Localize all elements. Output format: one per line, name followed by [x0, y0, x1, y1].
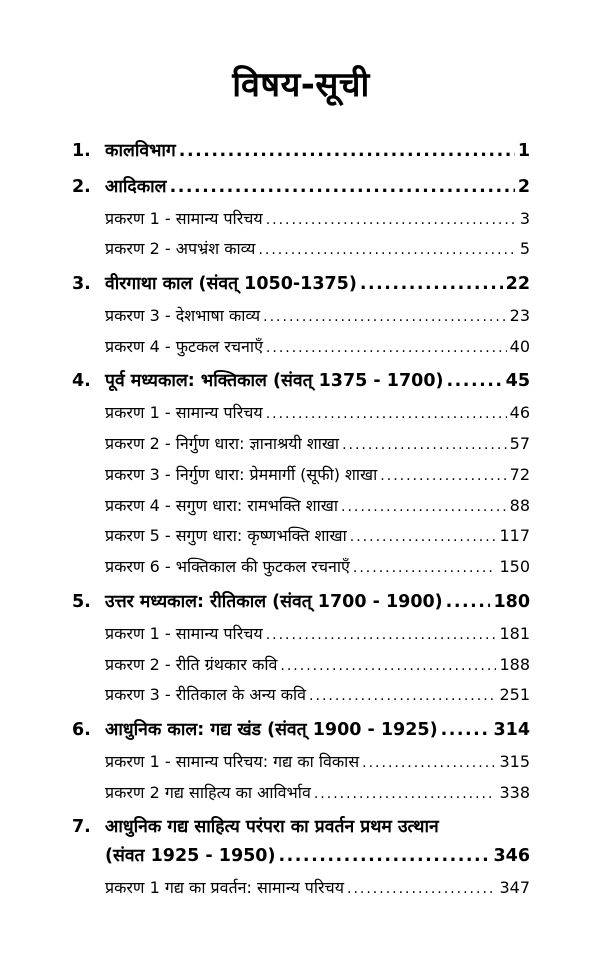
- entry-number: 5.: [72, 591, 91, 612]
- entry-page-number: 346: [493, 846, 530, 867]
- entry-page-number: 40: [509, 336, 530, 356]
- entry-page-number: 3: [519, 208, 530, 228]
- dot-leader: [380, 467, 506, 485]
- dot-leader: [266, 339, 507, 357]
- toc-subentry: [72, 526, 530, 547]
- entry-page-number: 188: [499, 654, 530, 674]
- entry-page-number: 315: [499, 751, 530, 771]
- dot-leader: [278, 845, 490, 868]
- dot-leader: [341, 498, 507, 516]
- toc-subentry: [72, 403, 530, 424]
- toc-subentry: [72, 337, 530, 358]
- entry-page-number: 314: [493, 720, 530, 741]
- dot-leader: [350, 528, 497, 546]
- dot-leader: [263, 308, 506, 326]
- toc-subentry: [72, 624, 530, 645]
- toc-subentry: [72, 752, 530, 773]
- toc-subentry: [72, 306, 530, 327]
- entry-label: कालविभाग: [105, 141, 176, 161]
- toc-subentry: [72, 878, 530, 899]
- entry-label: प्रकरण 4 - सगुण धारा: रामभक्ति शाखा: [105, 495, 339, 515]
- dot-leader: [280, 657, 496, 675]
- entry-page-number: 117: [499, 526, 530, 546]
- entry-label: आधुनिक गद्य साहित्य परंपरा का प्रवर्तन प्रथम उत्थान: [105, 817, 439, 838]
- entry-page-number: 46: [509, 403, 530, 423]
- entry-label: प्रकरण 3 - देशभाषा काव्य: [105, 305, 261, 325]
- entry-number: 3.: [72, 274, 91, 295]
- dot-leader: [314, 785, 497, 803]
- entry-label: प्रकरण 2 - निर्गुण धारा: ज्ञानाश्रयी शाखा: [105, 433, 340, 453]
- dot-leader: [353, 559, 497, 577]
- toc-subentry: [72, 685, 530, 706]
- toc-list: [72, 140, 530, 899]
- dot-leader: [360, 273, 503, 296]
- dot-leader: [266, 405, 507, 423]
- toc-entry: [72, 176, 530, 199]
- entry-label: प्रकरण 1 - सामान्य परिचय: [105, 208, 263, 228]
- dot-leader: [266, 211, 517, 229]
- toc-entry: [72, 370, 530, 393]
- entry-label: प्रकरण 2 - अपभ्रंश काव्य: [105, 239, 256, 259]
- entry-page-number: 181: [499, 623, 530, 643]
- entry-page-number: 2: [517, 176, 530, 197]
- dot-leader: [446, 591, 491, 614]
- dot-leader: [266, 626, 497, 644]
- entry-label: आदिकाल: [105, 176, 167, 197]
- toc-subentry: [72, 783, 530, 804]
- toc-subentry: [72, 465, 530, 486]
- entry-label: प्रकरण 5 - सगुण धारा: कृष्णभक्ति शाखा: [105, 526, 347, 546]
- entry-page-number: 338: [499, 782, 530, 802]
- entry-label: प्रकरण 2 - रीति ग्रंथकार कवि: [105, 654, 278, 674]
- entry-label: उत्तर मध्यकाल: रीतिकाल (संवत् 1700 - 1900): [105, 591, 443, 612]
- dot-leader: [441, 719, 491, 742]
- page-title: विषय-सूची: [232, 65, 370, 105]
- entry-page-number: 251: [499, 685, 530, 705]
- dot-leader: [258, 241, 516, 259]
- toc-entry: [72, 140, 530, 163]
- entry-label: प्रकरण 4 - फुटकल रचनाएँ: [105, 336, 263, 356]
- toc-subentry: [72, 496, 530, 517]
- entry-page-number: 180: [493, 591, 530, 612]
- dot-leader: [179, 140, 515, 163]
- dot-leader: [170, 176, 515, 199]
- entry-label: प्रकरण 1 - सामान्य परिचय: [105, 403, 263, 423]
- entry-label: पूर्व मध्यकाल: भक्तिकाल (संवत् 1375 - 1700): [105, 371, 444, 392]
- entry-label: वीरगाथा काल (संवत् 1050-1375): [105, 274, 357, 295]
- entry-number: 4.: [72, 371, 91, 392]
- entry-number: 1.: [72, 141, 91, 161]
- toc-entry-continuation: [72, 845, 530, 868]
- toc-entry: [72, 719, 530, 742]
- dot-leader: [342, 436, 507, 454]
- dot-leader: [347, 880, 496, 898]
- toc-subentry: [72, 557, 530, 578]
- entry-label: प्रकरण 6 - भक्तिकाल की फुटकल रचनाएँ: [105, 557, 350, 577]
- entry-label: प्रकरण 1 - सामान्य परिचय: [105, 623, 263, 643]
- entry-number: 2.: [72, 176, 91, 197]
- entry-label: प्रकरण 1 - सामान्य परिचय: गद्य का विकास: [105, 751, 360, 771]
- toc-subentry: [72, 239, 530, 260]
- dot-leader: [447, 370, 503, 393]
- toc-entry: [72, 816, 530, 839]
- dot-leader: [309, 687, 496, 705]
- entry-page-number: 1: [517, 141, 530, 161]
- entry-number: 6.: [72, 720, 91, 741]
- toc-subentry: [72, 434, 530, 455]
- entry-page-number: 23: [509, 305, 530, 325]
- entry-number: 7.: [72, 817, 91, 838]
- entry-page-number: 57: [509, 433, 530, 453]
- entry-label: (संवत 1925 - 1950): [105, 846, 276, 867]
- entry-page-number: 347: [499, 877, 530, 897]
- toc-entry: [72, 591, 530, 614]
- toc-entry: [72, 273, 530, 296]
- toc-subentry: [72, 655, 530, 676]
- entry-label: आधुनिक काल: गद्य खंड (संवत् 1900 - 1925): [105, 720, 438, 741]
- entry-page-number: 88: [509, 495, 530, 515]
- entry-label: प्रकरण 2 गद्य साहित्य का आविर्भाव: [105, 782, 311, 802]
- entry-page-number: 72: [509, 464, 530, 484]
- toc-subentry: [72, 209, 530, 230]
- entry-label: प्रकरण 3 - रीतिकाल के अन्य कवि: [105, 685, 307, 705]
- entry-page-number: 5: [519, 239, 530, 259]
- entry-page-number: 150: [499, 557, 530, 577]
- dot-leader: [362, 754, 496, 772]
- entry-page-number: 45: [505, 371, 530, 392]
- entry-page-number: 22: [505, 274, 530, 295]
- entry-label: प्रकरण 3 - निर्गुण धारा: प्रेममार्गी (सूफी) शाखा: [105, 464, 378, 484]
- entry-label: प्रकरण 1 गद्य का प्रवर्तन: सामान्य परिचय: [105, 877, 344, 897]
